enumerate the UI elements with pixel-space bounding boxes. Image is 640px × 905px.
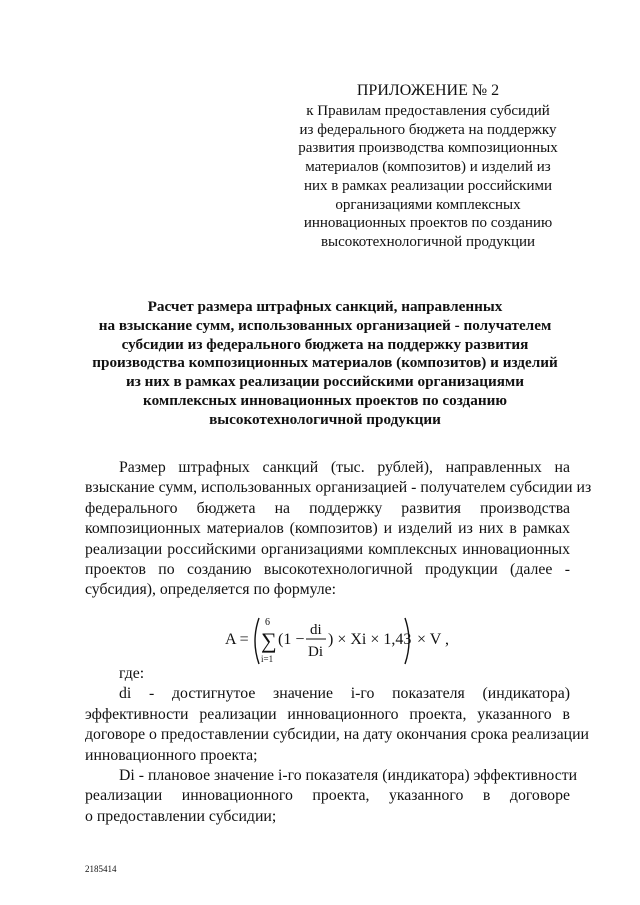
def-Di-line: Di - плановое значение i-го показателя (индикатора) эффективности (119, 767, 578, 785)
formula-lhs: A = (225, 631, 249, 648)
appendix-block (278, 82, 578, 252)
intro-line: проектов по созданию высокотехнологичной продукции (далее - (85, 561, 570, 579)
appendix-line: них в рамках реализации российскими (303, 177, 553, 194)
appendix-line: из федерального бюджета на поддержку (299, 121, 557, 138)
def-di-line: инновационного проекта; (85, 746, 258, 764)
intro-line: взыскание сумм, использованных организацией - получателем субсидии из (85, 479, 592, 497)
formula-sum-lower: i=1 (261, 654, 274, 664)
title-line: производства композиционных материалов (композитов) и изделий (92, 354, 558, 372)
title-line: из них в рамках реализации российскими организациями (125, 373, 525, 391)
intro-line: Размер штрафных санкций (тыс. рублей), направленных на (119, 459, 570, 476)
intro-line: субсидия), определяется по формуле: (85, 581, 337, 599)
appendix-line: развития производства композиционных (298, 140, 558, 157)
footer-doc-number: 2185414 (85, 864, 117, 874)
formula-sum-upper: 6 (265, 617, 270, 628)
formula-graphic (225, 612, 465, 670)
formula-frac-num: di (310, 622, 322, 638)
intro-paragraph (85, 458, 592, 601)
penalty-formula (225, 612, 465, 670)
intro-line: федерального бюджета на поддержку развития производства (85, 499, 570, 517)
appendix-line: материалов (композитов) и изделий из (305, 159, 551, 176)
def-di-line: di - достигнутое значение i-го показателя (индикатора) (119, 685, 570, 703)
title-line: комплексных инновационных проектов по созданию (143, 391, 507, 409)
title-line: высокотехнологичной продукции (209, 410, 441, 428)
def-Di-line: реализации инновационного проекта, указанного в договоре (85, 787, 570, 805)
appendix-line: к Правилам предоставления субсидий (306, 103, 550, 119)
appendix-line: высокотехнологичной продукции (320, 233, 536, 250)
where-label: где: (119, 665, 145, 682)
appendix-line: инновационных проектов по созданию (303, 215, 553, 232)
intro-line: композиционных материалов (композитов) и изделий из них в рамках (85, 520, 570, 538)
def-di-line: эффективности реализации инновационного проекта, указанного в (85, 705, 570, 723)
formula-left-paren (255, 618, 259, 664)
formula-sigma: ∑ (261, 628, 277, 653)
formula-last: × V , (417, 631, 449, 648)
document-title (70, 298, 580, 430)
title-line: на взыскание сумм, использованных организацией - получателем (98, 316, 552, 334)
appendix-line: организациями комплексных (335, 196, 521, 213)
intro-line: реализации российскими организациями комплексных инновационных (85, 540, 570, 558)
formula-tail: ) × Xi × 1,43 (328, 631, 412, 648)
def-di-line: договоре о предоставлении субсидии, на дату окончания срока реализации (85, 726, 589, 744)
appendix-heading: ПРИЛОЖЕНИЕ № 2 (356, 82, 500, 99)
formula-one-minus: (1 − (278, 631, 305, 648)
formula-frac-den: Di (308, 644, 323, 660)
title-line: субсидии из федерального бюджета на поддержку развития (121, 335, 529, 353)
definitions-block (85, 664, 589, 827)
title-line: Расчет размера штрафных санкций, направленных (147, 298, 503, 315)
def-Di-line: о предоставлении субсидии; (85, 807, 277, 825)
